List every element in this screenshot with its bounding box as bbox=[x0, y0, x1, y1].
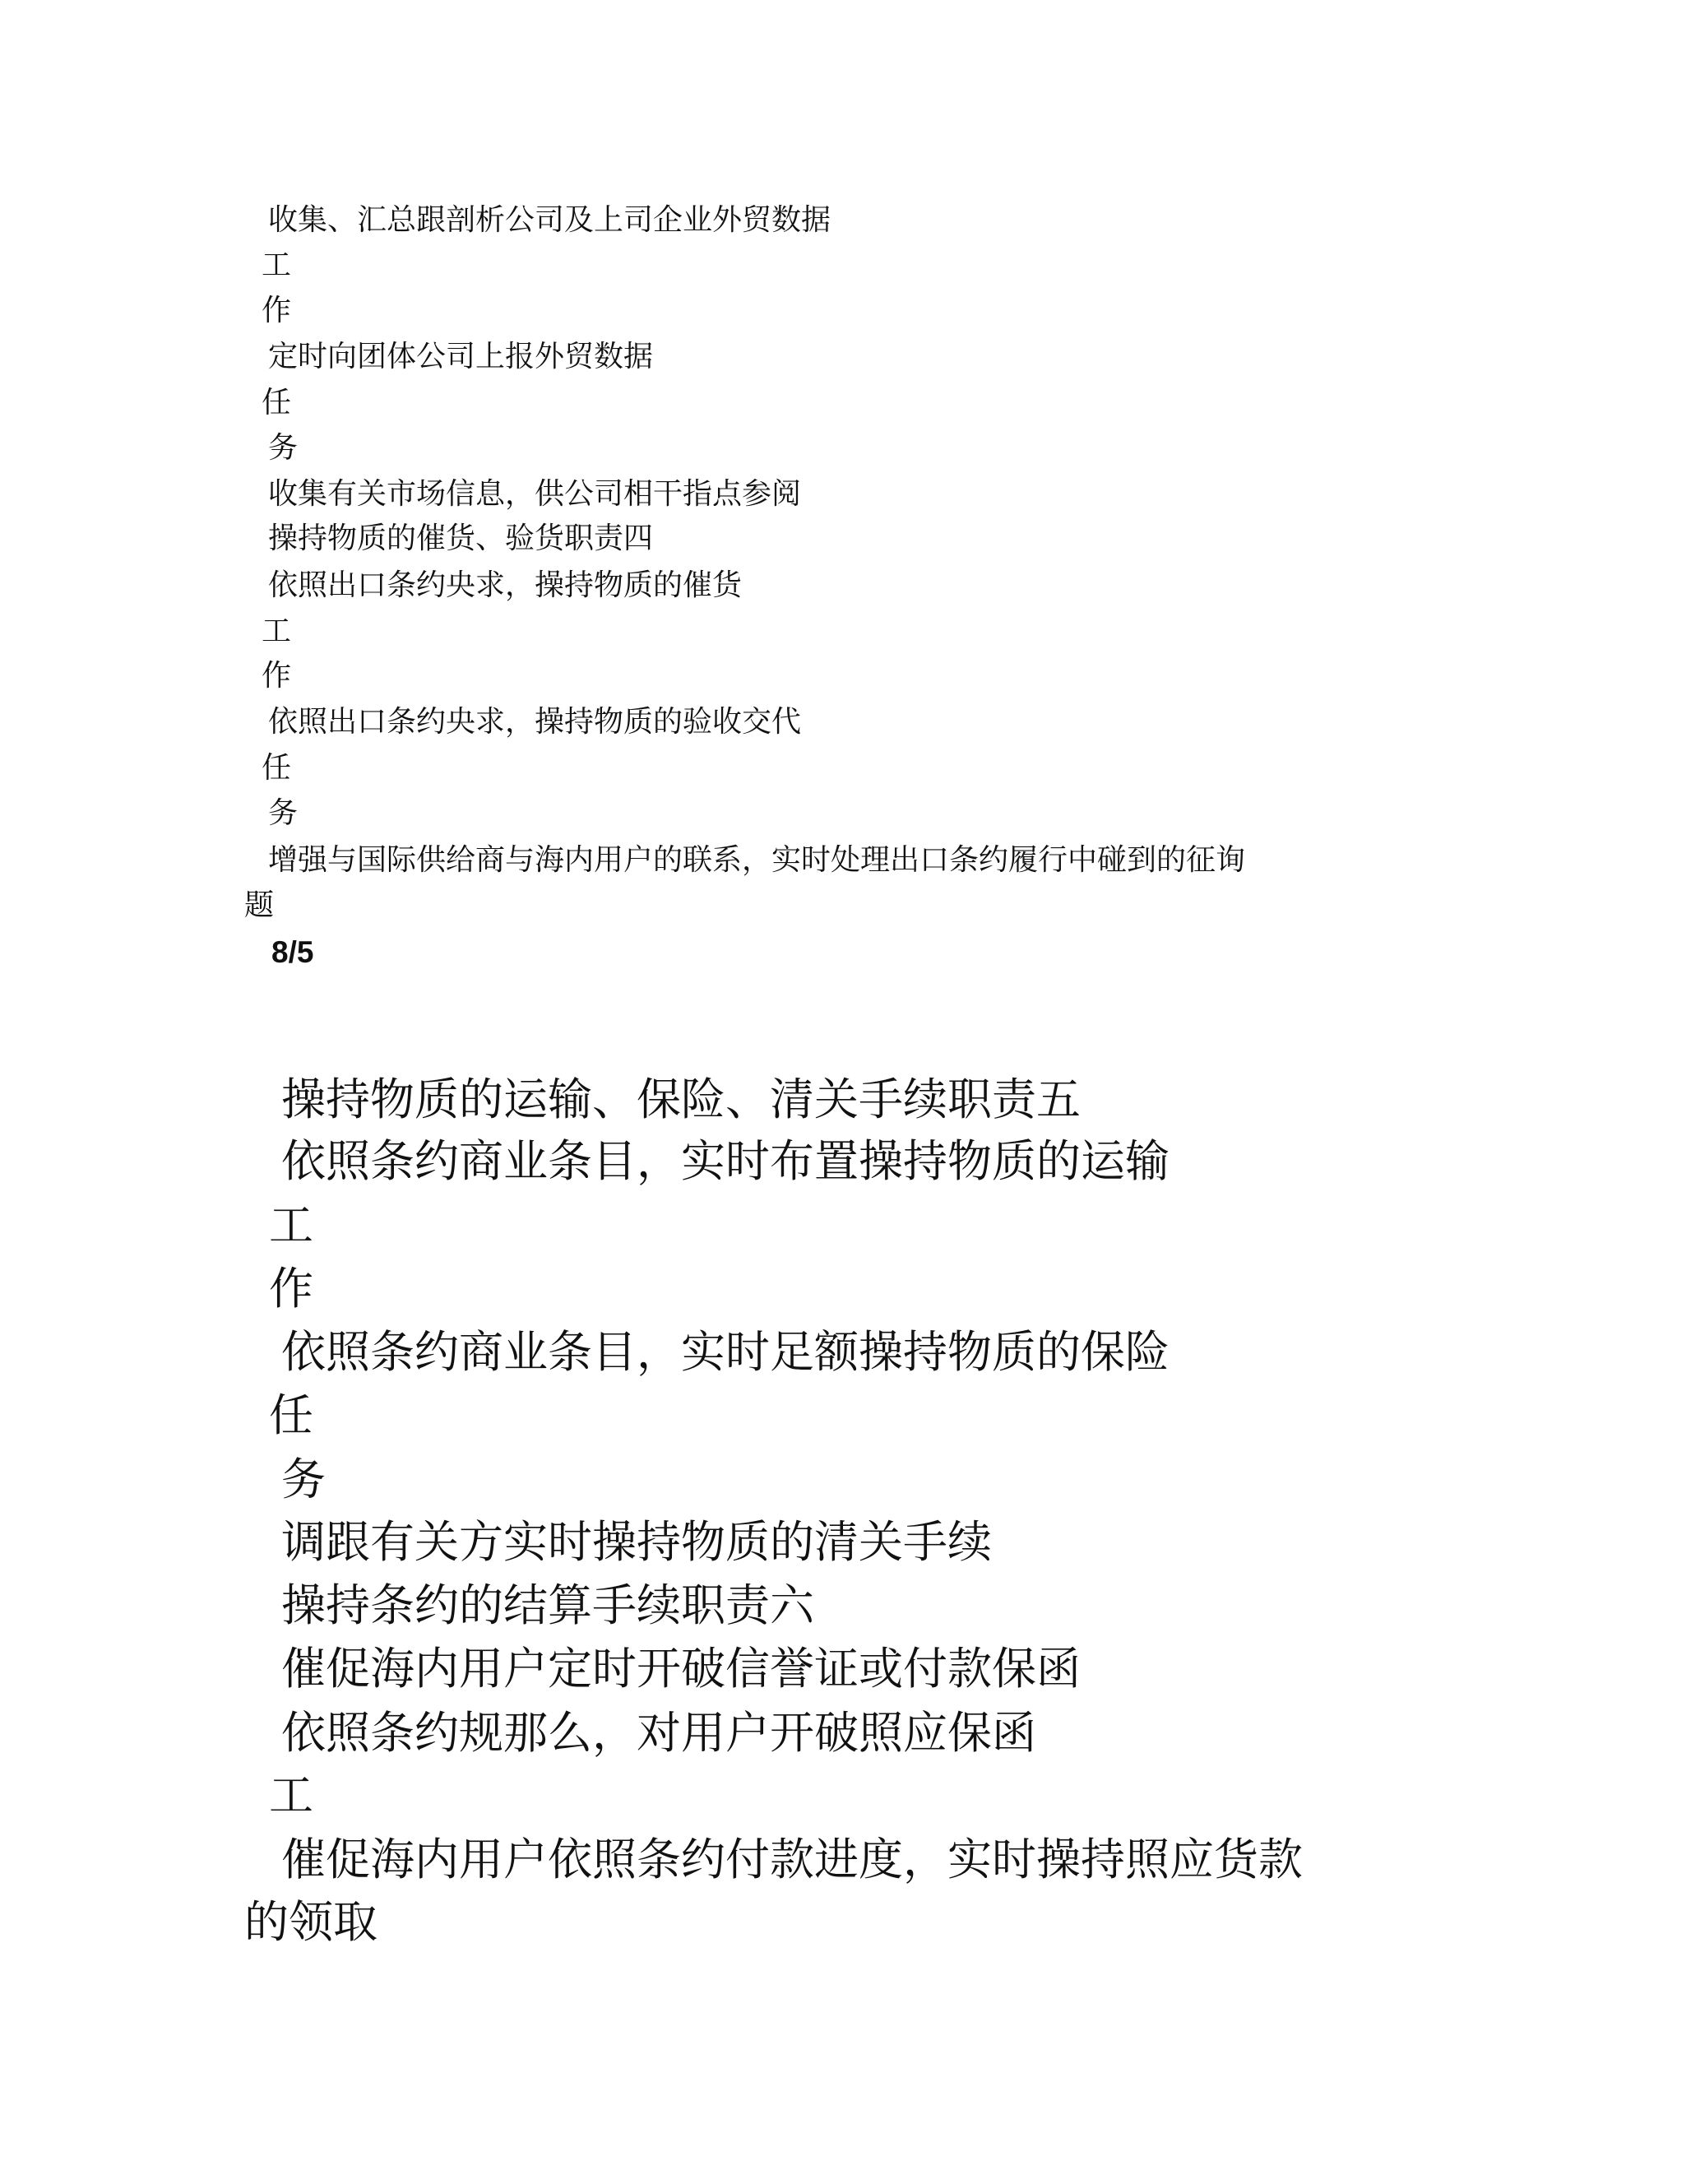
text-line: 调跟有关方实时操持物质的清关手续 bbox=[281, 1516, 992, 1568]
text-line: 催促海内用户定时开破信誉证或付款保函 bbox=[281, 1643, 1081, 1695]
text-line: 增强与国际供给商与海内用户的联系，实时处理出口条约履行中碰到的征询 bbox=[268, 843, 1246, 877]
text-line: 收集、汇总跟剖析公司及上司企业外贸数据 bbox=[268, 203, 831, 237]
text-line: 的领取 bbox=[244, 1896, 377, 1948]
text-line: 务 bbox=[268, 431, 299, 465]
text-line: 定时向团体公司上报外贸数据 bbox=[268, 340, 654, 373]
text-line: 工 bbox=[262, 248, 292, 282]
text-line: 催促海内用户依照条约付款进度，实时操持照应货款 bbox=[281, 1834, 1303, 1885]
text-line: 务 bbox=[281, 1454, 326, 1505]
text-line: 任 bbox=[262, 386, 292, 420]
text-line: 工 bbox=[269, 1199, 313, 1251]
text-line: 作 bbox=[269, 1263, 313, 1315]
text-line: 任 bbox=[269, 1389, 313, 1441]
text-line: 作 bbox=[262, 659, 292, 693]
text-line: 操持条约的结算手续职责六 bbox=[281, 1579, 814, 1631]
text-line: 依照条约商业条目，实时足额操持物质的保险 bbox=[281, 1326, 1170, 1378]
text-line: 依照出口条约央求，操持物质的验收交代 bbox=[268, 705, 802, 739]
text-line: 收集有关市场信息，供公司相干指点参阅 bbox=[268, 477, 802, 511]
text-line: 作 bbox=[262, 294, 292, 327]
text-line: 操持物质的运输、保险、清关手续职责五 bbox=[281, 1073, 1081, 1125]
text-line: 依照条约商业条目，实时布置操持物质的运输 bbox=[281, 1135, 1170, 1187]
text-line: 工 bbox=[262, 614, 292, 648]
text-line: 工 bbox=[269, 1769, 313, 1821]
text-line: 操持物质的催货、验货职责四 bbox=[268, 522, 654, 555]
text-line: 务 bbox=[268, 796, 299, 830]
text-line: 任 bbox=[262, 751, 292, 785]
text-line: 题 bbox=[244, 888, 275, 922]
text-line: 依照出口条约央求，操持物质的催货 bbox=[268, 568, 743, 602]
page-number: 8/5 bbox=[271, 935, 314, 969]
text-line: 依照条约规那么，对用户开破照应保函 bbox=[281, 1707, 1036, 1759]
